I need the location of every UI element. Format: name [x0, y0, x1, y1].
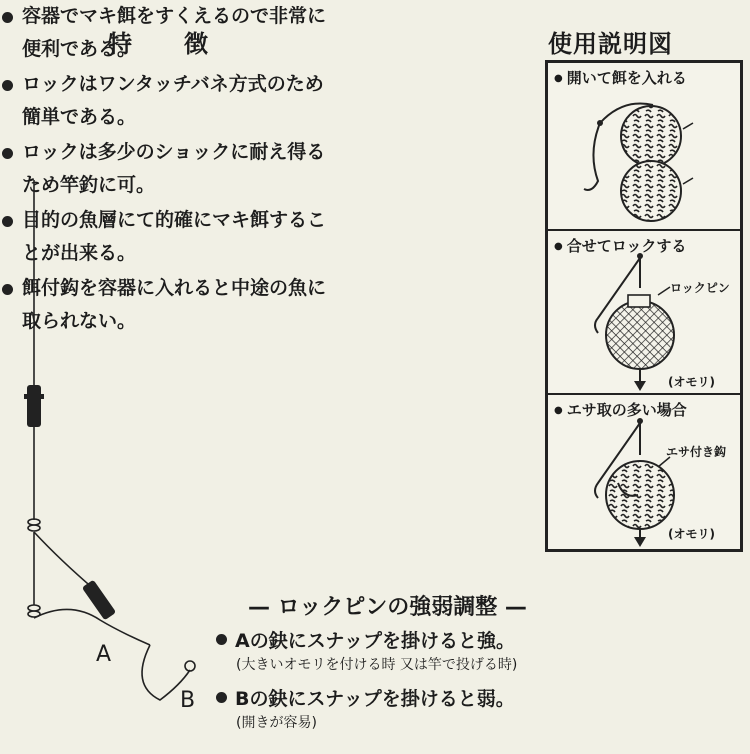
- adjustment-note: (大きいオモリを付ける時 又は竿で投げる時): [236, 657, 518, 673]
- lock-pin-label: ロックピン: [670, 281, 730, 295]
- rig-label-a: A: [96, 642, 112, 667]
- rig-illustration: [0, 180, 230, 720]
- feature-text: ロックは多少のショックに耐え得る: [22, 141, 326, 163]
- rig-label-b: B: [180, 688, 196, 713]
- section-label: ● 合せてロックする: [554, 235, 686, 256]
- section-divider: [548, 229, 740, 231]
- feature-text: ロックはワンタッチバネ方式のため: [22, 73, 324, 95]
- feature-item: [0, 0, 420, 66]
- usage-panel: [545, 60, 743, 552]
- adjustment-item: Aの鈌にスナップを掛けると強。: [216, 626, 515, 653]
- feature-text: 簡単である。: [22, 106, 137, 128]
- open-container-illustration: [584, 103, 693, 221]
- weight-label: (オモリ): [668, 527, 715, 541]
- section-divider: [548, 393, 740, 395]
- feature-text: 餌付鈎を容器に入れると中途の魚に: [22, 277, 327, 299]
- feature-text: 目的の魚層にて的確にマキ餌するこ: [22, 209, 327, 231]
- feature-text: 容器でマキ餌をすくえるので非常に: [22, 5, 327, 27]
- features-title: 特 徴: [108, 30, 222, 58]
- bait-hook-label: エサ付き鈎: [666, 445, 727, 459]
- section-label: ● 開いて餌を入れる: [554, 67, 687, 88]
- usage-title: 使用説明図: [548, 30, 673, 58]
- feature-text: 取られない。: [22, 310, 137, 332]
- weight-label: (オモリ): [668, 375, 715, 389]
- feature-item: [0, 68, 420, 134]
- section-label: ● エサ取の多い場合: [554, 399, 687, 420]
- usage-illustration: [548, 63, 740, 549]
- adjustment-note: (開きが容易): [236, 715, 317, 731]
- feature-text: とが出来る。: [22, 242, 137, 264]
- feature-text: ため竿釣に可。: [22, 174, 156, 196]
- adjustment-item: Bの鈌にスナップを掛けると弱。: [216, 684, 515, 711]
- bait-hook-illustration: [595, 418, 674, 547]
- locked-container-illustration: [595, 253, 674, 391]
- feature-text: 便利である。: [22, 38, 137, 60]
- adjustment-title: — ロックピンの強弱調整 —: [248, 595, 527, 620]
